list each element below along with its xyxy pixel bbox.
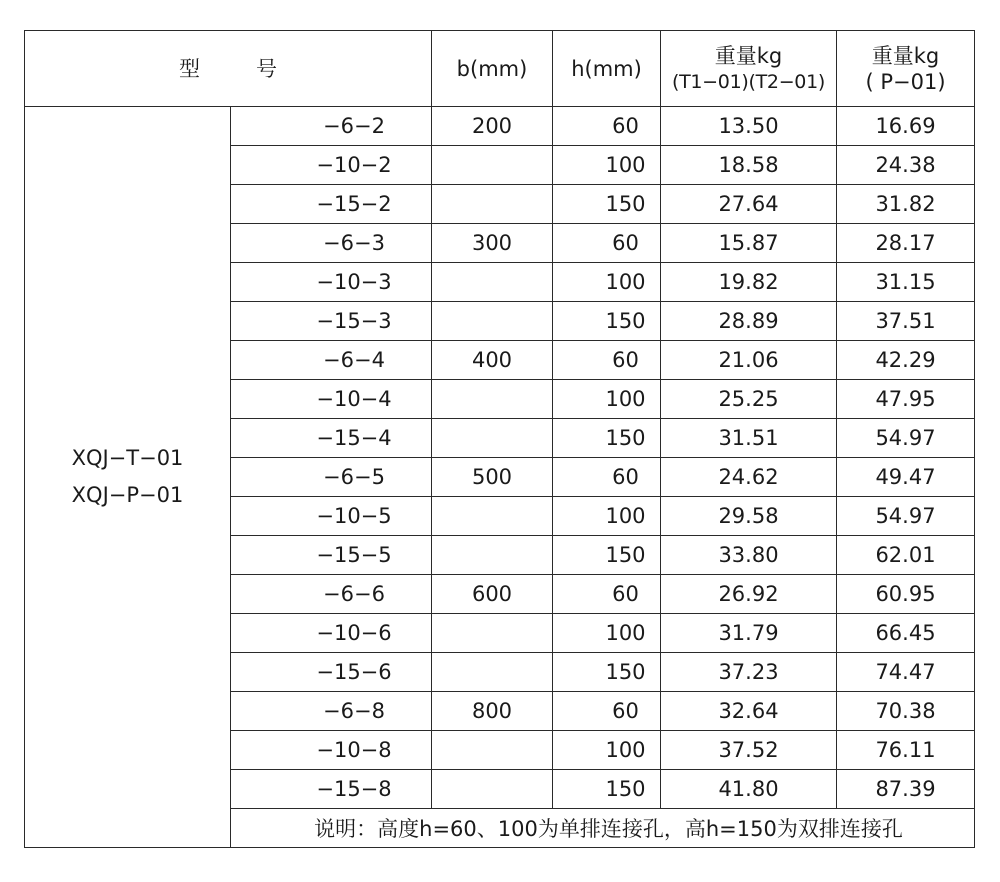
model-group-line2: XQJ−P−01: [71, 483, 184, 507]
cell-b: [432, 770, 553, 809]
cell-b: [432, 497, 553, 536]
cell-weight-1: 37.23: [661, 653, 837, 692]
cell-weight-1: 27.64: [661, 185, 837, 224]
cell-sub-model: −15−3: [231, 302, 432, 341]
cell-h: 100: [553, 263, 661, 302]
spec-table-container: [24, 30, 975, 848]
header-weight-2-line2: ( P−01): [865, 69, 946, 94]
cell-weight-1: 33.80: [661, 536, 837, 575]
cell-h: 150: [553, 302, 661, 341]
header-weight-2-line1: 重量kg: [871, 43, 940, 68]
cell-b: 500: [432, 458, 553, 497]
cell-weight-1: 19.82: [661, 263, 837, 302]
cell-h: 150: [553, 185, 661, 224]
cell-weight-1: 21.06: [661, 341, 837, 380]
cell-weight-2: 54.97: [837, 497, 975, 536]
cell-weight-1: 31.79: [661, 614, 837, 653]
cell-weight-1: 41.80: [661, 770, 837, 809]
cell-weight-2: 87.39: [837, 770, 975, 809]
cell-sub-model: −15−2: [231, 185, 432, 224]
cell-h: 60: [553, 575, 661, 614]
cell-weight-2: 28.17: [837, 224, 975, 263]
cell-sub-model: −6−4: [231, 341, 432, 380]
cell-weight-1: 31.51: [661, 419, 837, 458]
cell-h: 150: [553, 770, 661, 809]
cell-b: [432, 302, 553, 341]
cell-b: [432, 380, 553, 419]
cell-h: 100: [553, 614, 661, 653]
header-model-char-1: 型: [179, 56, 200, 81]
cell-weight-1: 18.58: [661, 146, 837, 185]
model-group-cell: [25, 107, 231, 848]
cell-weight-2: 66.45: [837, 614, 975, 653]
cell-weight-2: 47.95: [837, 380, 975, 419]
cell-sub-model: −6−2: [231, 107, 432, 146]
cell-h: 150: [553, 419, 661, 458]
cell-sub-model: −10−6: [231, 614, 432, 653]
cell-h: 100: [553, 146, 661, 185]
cell-sub-model: −15−6: [231, 653, 432, 692]
cell-h: 60: [553, 224, 661, 263]
cell-b: [432, 653, 553, 692]
cell-h: 100: [553, 497, 661, 536]
cell-sub-model: −10−8: [231, 731, 432, 770]
cell-sub-model: −6−5: [231, 458, 432, 497]
cell-b: [432, 731, 553, 770]
header-weight-2: [837, 31, 975, 107]
cell-b: [432, 146, 553, 185]
cell-b: [432, 419, 553, 458]
header-row: [25, 31, 975, 107]
header-model: [25, 31, 432, 107]
cell-h: 150: [553, 653, 661, 692]
cell-sub-model: −10−5: [231, 497, 432, 536]
cell-sub-model: −10−4: [231, 380, 432, 419]
cell-sub-model: −6−8: [231, 692, 432, 731]
cell-sub-model: −10−2: [231, 146, 432, 185]
header-weight-1-line1: 重量kg: [714, 43, 783, 68]
cell-b: [432, 536, 553, 575]
cell-b: 800: [432, 692, 553, 731]
cell-h: 60: [553, 107, 661, 146]
cell-weight-2: 60.95: [837, 575, 975, 614]
cell-weight-2: 31.82: [837, 185, 975, 224]
spec-table: [24, 30, 975, 848]
cell-sub-model: −15−8: [231, 770, 432, 809]
cell-weight-1: 25.25: [661, 380, 837, 419]
header-weight-1-line2: (T1−01)(T2−01): [671, 70, 826, 93]
model-group-line1: XQJ−T−01: [71, 446, 184, 470]
cell-b: 400: [432, 341, 553, 380]
cell-weight-1: 28.89: [661, 302, 837, 341]
cell-weight-1: 29.58: [661, 497, 837, 536]
cell-weight-2: 31.15: [837, 263, 975, 302]
cell-weight-1: 13.50: [661, 107, 837, 146]
cell-weight-2: 70.38: [837, 692, 975, 731]
table-body: [25, 107, 975, 848]
cell-weight-2: 49.47: [837, 458, 975, 497]
cell-sub-model: −6−6: [231, 575, 432, 614]
header-model-char-2: 号: [256, 56, 277, 81]
cell-weight-2: 74.47: [837, 653, 975, 692]
cell-weight-2: 37.51: [837, 302, 975, 341]
cell-h: 100: [553, 380, 661, 419]
cell-weight-1: 24.62: [661, 458, 837, 497]
cell-h: 60: [553, 458, 661, 497]
cell-h: 60: [553, 341, 661, 380]
cell-weight-2: 76.11: [837, 731, 975, 770]
cell-weight-1: 15.87: [661, 224, 837, 263]
header-weight-1: [661, 31, 837, 107]
cell-weight-2: 54.97: [837, 419, 975, 458]
cell-b: [432, 614, 553, 653]
cell-h: 100: [553, 731, 661, 770]
cell-weight-1: 37.52: [661, 731, 837, 770]
cell-weight-1: 32.64: [661, 692, 837, 731]
cell-h: 150: [553, 536, 661, 575]
cell-sub-model: −15−5: [231, 536, 432, 575]
cell-sub-model: −10−3: [231, 263, 432, 302]
cell-b: [432, 263, 553, 302]
cell-weight-2: 24.38: [837, 146, 975, 185]
cell-b: 600: [432, 575, 553, 614]
cell-weight-2: 42.29: [837, 341, 975, 380]
header-h: h(mm): [553, 31, 661, 107]
cell-sub-model: −15−4: [231, 419, 432, 458]
cell-b: [432, 185, 553, 224]
cell-weight-1: 26.92: [661, 575, 837, 614]
note-text: 说明：高度h=60、100为单排连接孔，高h=150为双排连接孔: [231, 809, 975, 848]
cell-h: 60: [553, 692, 661, 731]
cell-b: 200: [432, 107, 553, 146]
cell-weight-2: 16.69: [837, 107, 975, 146]
header-b: b(mm): [432, 31, 553, 107]
cell-b: 300: [432, 224, 553, 263]
cell-weight-2: 62.01: [837, 536, 975, 575]
table-row: [25, 107, 975, 146]
cell-sub-model: −6−3: [231, 224, 432, 263]
